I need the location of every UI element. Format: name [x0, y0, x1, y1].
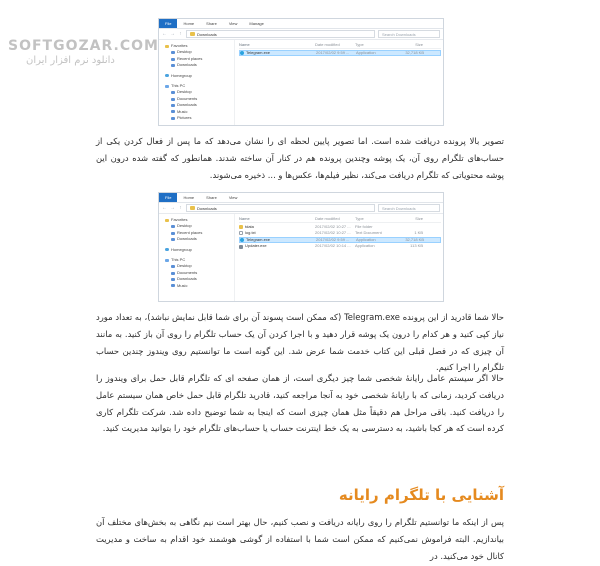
nav-item-pc-documents[interactable]: Documents: [159, 96, 234, 102]
nav-item-downloads[interactable]: Downloads: [159, 236, 234, 242]
folder-icon: [171, 272, 175, 275]
folder-icon: [171, 265, 175, 268]
paragraph-3: حالا اگر سیستم عامل رایانهٔ شخصی شما چیز دیگری است، از همان صفحه ای که تلگرام قابل حمل برای ویندوز را دریافت کردید، زمانی که با رایانهٔ شخصی خود به آنجا مراجعه کنید، قادرید تلگرام قابل حمل خاص همان سیستم عامل را دریافت کنید. باقی مراحل هم دقیقاً مثل همان چیزی است که اینجا به شما توضیح داده شد. شرکت تلگرام کاری کرده است که هر کجا باشید، به دسترسی به یک خط اینترنت حساب یا حساب‌های تلگرام خود را بتوانید مدیریت کنید.: [96, 373, 504, 434]
address-bar[interactable]: [186, 30, 375, 38]
nav-item-desktop[interactable]: Desktop: [159, 223, 234, 229]
watermark-subtitle: دانلود نرم افزار ایران: [26, 55, 115, 66]
telegram-icon: [240, 238, 244, 242]
address-bar-row: [159, 29, 443, 40]
file-row[interactable]: Telegram.exe 2017/02/02 9:59 ... Application 32,718 KB: [239, 50, 441, 57]
nav-item-favorites[interactable]: Favorites: [159, 43, 234, 49]
folder-icon: [171, 110, 175, 113]
file-row[interactable]: Telegram.exe 2017/02/02 9:59 ... Application 32,718 KB: [239, 237, 441, 244]
column-size[interactable]: Size: [415, 41, 423, 47]
back-arrow-icon[interactable]: ←: [162, 205, 167, 211]
explorer-body: [159, 40, 443, 125]
nav-item-pc-documents[interactable]: Documents: [159, 270, 234, 276]
homegroup-icon: [165, 74, 169, 77]
folder-icon: [190, 206, 195, 210]
section-heading: آشنایی با تلگرام رایانه: [338, 486, 504, 504]
star-icon: [165, 45, 169, 48]
navigation-pane: [159, 40, 235, 125]
column-name[interactable]: Name: [239, 41, 250, 47]
tab-file[interactable]: File: [159, 19, 177, 28]
nav-item-recent-places[interactable]: Recent places: [159, 56, 234, 62]
nav-item-desktop[interactable]: Desktop: [159, 49, 234, 55]
star-icon: [165, 219, 169, 222]
explorer-window-2: [158, 192, 444, 302]
file-row[interactable]: tdata 2017/02/02 10:27 ... File folder: [239, 224, 441, 231]
nav-item-recent-places[interactable]: Recent places: [159, 230, 234, 236]
folder-icon: [239, 225, 243, 229]
pc-icon: [165, 259, 169, 262]
nav-item-pc-desktop[interactable]: Desktop: [159, 263, 234, 269]
nav-item-pc-pictures[interactable]: Pictures: [159, 115, 234, 121]
column-size[interactable]: Size: [415, 215, 423, 221]
nav-item-this-pc[interactable]: This PC: [159, 257, 234, 263]
folder-icon: [171, 58, 175, 61]
nav-item-pc-downloads[interactable]: Downloads: [159, 276, 234, 282]
column-date[interactable]: Date modified: [315, 215, 340, 221]
pc-icon: [165, 85, 169, 88]
search-input[interactable]: Search Downloads: [378, 30, 440, 38]
nav-item-downloads[interactable]: Downloads: [159, 62, 234, 68]
tab-home[interactable]: Home: [183, 21, 195, 26]
nav-item-homegroup[interactable]: Homegroup: [159, 247, 234, 253]
tab-view[interactable]: View: [228, 195, 238, 200]
address-bar-row: [159, 203, 443, 214]
application-icon: [239, 245, 243, 249]
tab-manage[interactable]: Manage: [249, 21, 264, 26]
column-type[interactable]: Type: [355, 41, 364, 47]
paragraph-1: تصویر بالا پرونده دریافت شده است. اما تصویر پایین لحظه ای را نشان می‌دهد که ما پس از فعال کردن یکی از حساب‌های تلگرام روی آن، یک پوشه وچندین پرونده هم در کنار آن ساخته شدند. همانطور که گفته شده درون این پوشه محتویاتی که تلگرام دریافت می‌کند، نظیر فیلم‌ها، عکس‌ها و ... ذخیره می‌شوند.: [96, 136, 504, 180]
nav-item-homegroup[interactable]: Homegroup: [159, 73, 234, 79]
folder-icon: [171, 117, 175, 120]
nav-item-pc-music[interactable]: Music: [159, 283, 234, 289]
navigation-pane: [159, 214, 235, 301]
ribbon-tabs: [159, 19, 443, 29]
file-list: [235, 40, 443, 125]
nav-item-pc-music[interactable]: Music: [159, 109, 234, 115]
folder-icon: [171, 104, 175, 107]
file-list-header: [239, 216, 441, 223]
folder-icon: [171, 98, 175, 101]
tab-home[interactable]: Home: [183, 195, 195, 200]
paragraph-2: حالا شما قادرید از این پرونده Telegram.exe (که ممکن است پسوند آن برای شما قابل نمایش نباشد)، به تعداد مورد نیاز کپی کنید و هر کدام را درون یک پوشه قرار دهید و با اجرا کردن آن یک حساب تلگرام را روی آن باز کنید. به مانند آن چیزی که در فصل قبلی این کتاب خدمت شما عرض شد. این گونه است ما توانستیم روی ویندوز چندین حساب تلگرام را اجرا کنیم.: [96, 312, 504, 373]
nav-item-this-pc[interactable]: This PC: [159, 83, 234, 89]
tab-view[interactable]: View: [228, 21, 238, 26]
file-list: [235, 214, 443, 301]
column-type[interactable]: Type: [355, 215, 364, 221]
folder-icon: [171, 51, 175, 54]
homegroup-icon: [165, 248, 169, 251]
watermark-title: SOFTGOZAR.COM: [8, 38, 159, 54]
explorer-window-1: [158, 18, 444, 126]
up-arrow-icon[interactable]: ↑: [179, 205, 182, 211]
file-row[interactable]: Updater.exe 2017/02/02 10:14 ... Application 113 KB: [239, 243, 441, 250]
address-bar[interactable]: [186, 204, 375, 212]
nav-item-favorites[interactable]: Favorites: [159, 217, 234, 223]
forward-arrow-icon[interactable]: →: [170, 205, 175, 211]
nav-item-pc-downloads[interactable]: Downloads: [159, 102, 234, 108]
folder-icon: [171, 91, 175, 94]
explorer-body: [159, 214, 443, 301]
address-path: Downloads: [197, 205, 217, 211]
telegram-icon: [240, 51, 244, 55]
address-path: Downloads: [197, 31, 217, 37]
column-date[interactable]: Date modified: [315, 41, 340, 47]
column-name[interactable]: Name: [239, 215, 250, 221]
back-arrow-icon[interactable]: ←: [162, 31, 167, 37]
folder-icon: [171, 238, 175, 241]
folder-icon: [171, 278, 175, 281]
folder-icon: [171, 225, 175, 228]
folder-icon: [171, 284, 175, 287]
forward-arrow-icon[interactable]: →: [170, 31, 175, 37]
tab-share[interactable]: Share: [206, 21, 217, 26]
search-input[interactable]: Search Downloads: [378, 204, 440, 212]
up-arrow-icon[interactable]: ↑: [179, 31, 182, 37]
tab-share[interactable]: Share: [206, 195, 217, 200]
text-file-icon: [239, 231, 243, 235]
ribbon-tabs: [159, 193, 443, 203]
paragraph-4: پس از اینکه ما توانستیم تلگرام را روی رایانه دریافت و نصب کنیم، حال بهتر است نیم نگاهی به بخش‌های مختلف آن بیاندازیم. البته فراموش نمی‌کنیم که ممکن است شما با استفاده از گوشی هوشمند خود اقدام به ساخت و مدیریت کانال خود می‌کنید. در: [96, 517, 504, 561]
tab-file[interactable]: File: [159, 193, 177, 202]
folder-icon: [171, 232, 175, 235]
folder-icon: [190, 32, 195, 36]
file-list-header: [239, 42, 441, 49]
folder-icon: [171, 64, 175, 67]
nav-item-pc-desktop[interactable]: Desktop: [159, 89, 234, 95]
file-row[interactable]: log.txt 2017/02/02 10:27 ... Text Document 1 KB: [239, 230, 441, 237]
